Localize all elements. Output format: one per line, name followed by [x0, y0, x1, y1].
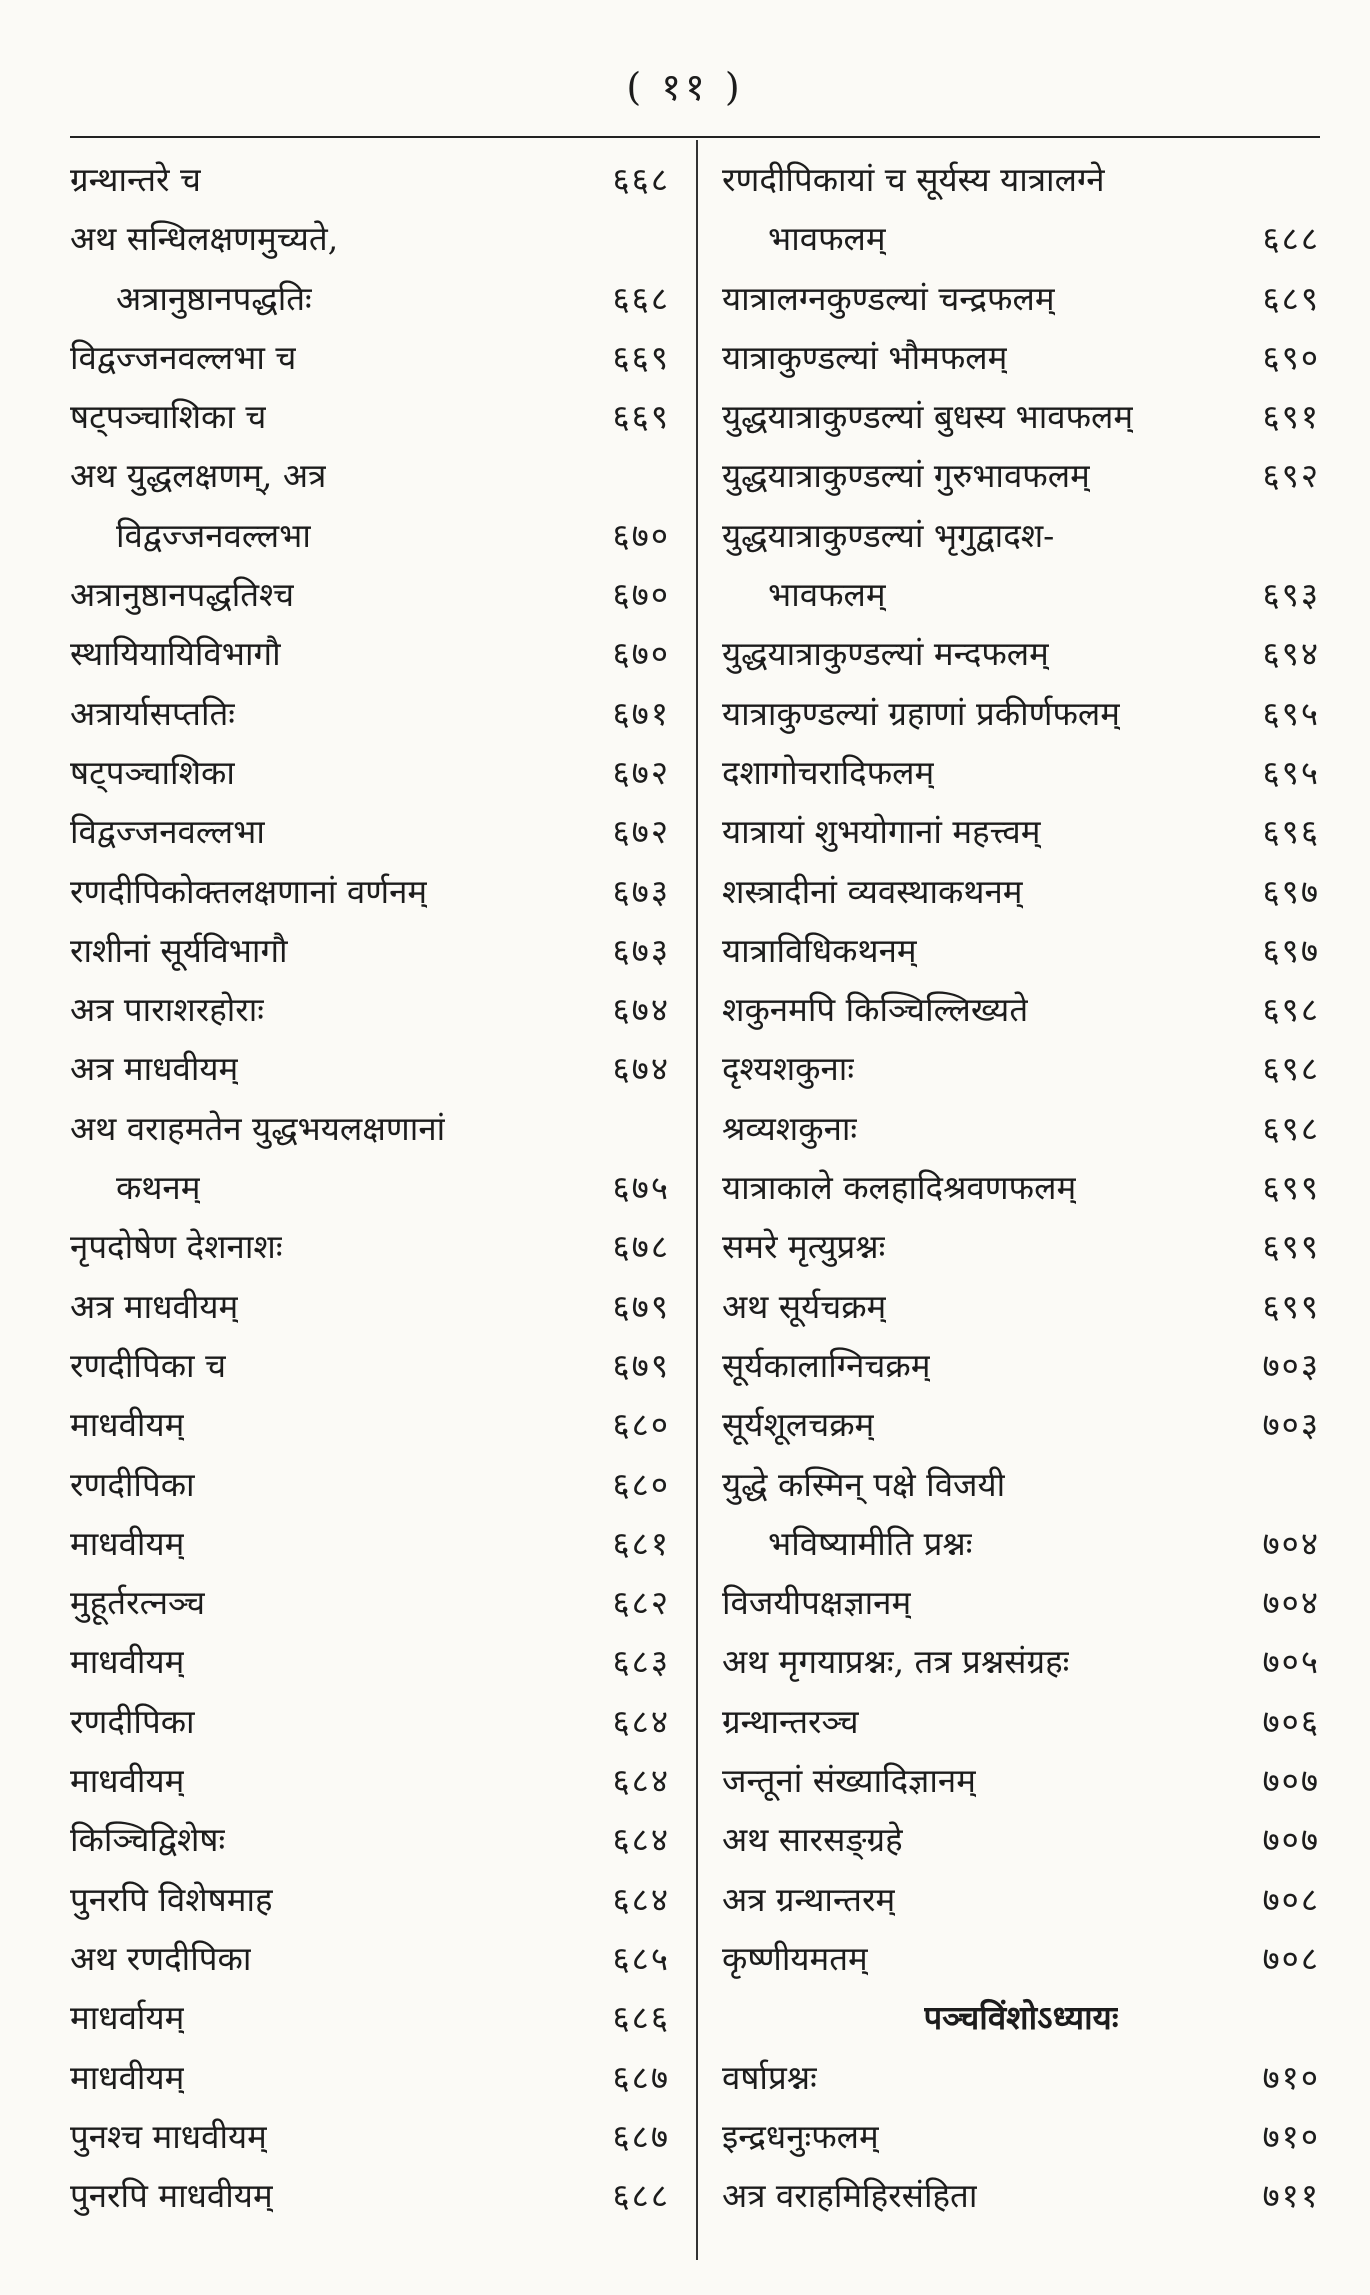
entry-title: शस्त्रादीनां व्यवस्थाकथनम् [722, 871, 1023, 911]
entry-page-number: ६७४ [612, 990, 670, 1030]
entry-title: दृश्यशकुनाः [722, 1049, 854, 1089]
entry-page-number: ६९९ [1262, 1286, 1320, 1326]
index-entry [722, 1870, 1320, 1929]
entry-title: कथनम् [116, 1168, 201, 1208]
index-entry [722, 624, 1320, 683]
chapter-heading [722, 1988, 1320, 2047]
entry-page-number: ६८८ [612, 2176, 670, 2216]
index-entry [70, 1277, 670, 1336]
entry-page-number: ६९३ [1262, 575, 1320, 615]
entry-page-number: ६७९ [612, 1345, 670, 1385]
entry-title: किञ्चिद्विशेषः [70, 1820, 226, 1860]
entry-title: अथ सारसङ्ग्रहे [722, 1820, 903, 1860]
entry-title: विद्वज्जनवल्लभा च [70, 337, 297, 377]
entry-title: यात्रायां शुभयोगानां महत्त्वम् [722, 812, 1041, 852]
right-column [722, 150, 1320, 2225]
index-entry [722, 1158, 1320, 1217]
entry-page-number: ६६९ [612, 397, 670, 437]
left-column [70, 150, 670, 2225]
index-entry [722, 1810, 1320, 1869]
index-entry [722, 862, 1320, 921]
index-entry [70, 862, 670, 921]
entry-title: माधवीयम् [70, 1523, 185, 1563]
entry-title: युद्धयात्राकुण्डल्यां भृगुद्वादश- [722, 515, 1055, 555]
index-entry [722, 2107, 1320, 2166]
entry-page-number: ६८४ [612, 1820, 670, 1860]
entry-page-number: ६७२ [612, 752, 670, 792]
index-entry [722, 1099, 1320, 1158]
entry-title: शकुनमपि किञ्चिल्लिख्यते [722, 990, 1029, 1030]
index-entry [722, 1751, 1320, 1810]
index-entry [70, 2048, 670, 2107]
entry-title: अत्र माधवीयम् [70, 1049, 239, 1089]
entry-title: माधवीयम् [70, 1761, 185, 1801]
entry-title: कृष्णीयमतम् [722, 1938, 868, 1978]
index-entry [722, 506, 1320, 565]
entry-page-number: ६९७ [1262, 871, 1320, 911]
index-entry [70, 446, 670, 505]
entry-title: अत्र ग्रन्थान्तरम् [722, 1879, 896, 1919]
entry-title: पुनरपि विशेषमाह [70, 1879, 273, 1919]
entry-title: अथ सन्धिलक्षणमुच्यते, [70, 219, 339, 259]
index-entry [70, 2107, 670, 2166]
entry-title: अथ रणदीपिका [70, 1938, 252, 1978]
index-entry [722, 2048, 1320, 2107]
index-entry [722, 446, 1320, 505]
entry-title: विद्वज्जनवल्लभा [116, 515, 311, 555]
index-entry [70, 1632, 670, 1691]
index-entry [722, 269, 1320, 328]
entry-title: रणदीपिकोक्तलक्षणानां वर्णनम् [70, 871, 428, 911]
entry-title: अथ सूर्यचक्रम् [722, 1286, 887, 1326]
index-entry [70, 1395, 670, 1454]
entry-page-number: ६९५ [1262, 693, 1320, 733]
index-entry [70, 1929, 670, 1988]
entry-page-number: ६९९ [1262, 1227, 1320, 1267]
index-entry [722, 743, 1320, 802]
index-entry [70, 1692, 670, 1751]
entry-title: माधवीयम् [70, 2057, 185, 2097]
entry-title: सूर्यशूलचक्रम् [722, 1405, 875, 1445]
entry-page-number: ६८४ [612, 1701, 670, 1741]
entry-page-number: ६९६ [1262, 812, 1320, 852]
entry-title: यात्राकुण्डल्यां ग्रहाणां प्रकीर्णफलम् [722, 693, 1121, 733]
entry-title: अत्र वराहमिहिरसंहिता [722, 2176, 978, 2216]
entry-page-number: ६७१ [612, 693, 670, 733]
index-entry [70, 980, 670, 1039]
index-entry [70, 1039, 670, 1098]
entry-page-number: ६८३ [612, 1642, 670, 1682]
entry-title: अथ वराहमतेन युद्धभयलक्षणानां [70, 1108, 446, 1148]
entry-title: दशागोचरादिफलम् [722, 752, 935, 792]
entry-page-number: ६६८ [612, 160, 670, 199]
index-entry [70, 565, 670, 624]
entry-page-number: ६८४ [612, 1761, 670, 1801]
index-entry [722, 328, 1320, 387]
entry-title: समरे मृत्युप्रश्नः [722, 1227, 886, 1267]
index-entry [70, 1751, 670, 1810]
entry-page-number: ६८७ [612, 2057, 670, 2097]
entry-page-number: ७०३ [1262, 1405, 1320, 1445]
entry-page-number: ६७८ [612, 1227, 670, 1267]
index-entry [722, 1277, 1320, 1336]
index-entry [722, 2166, 1320, 2225]
index-entry [722, 1455, 1320, 1514]
entry-title: युद्धयात्राकुण्डल्यां गुरुभावफलम् [722, 456, 1090, 496]
index-entry [722, 1039, 1320, 1098]
entry-page-number: ६८८ [1262, 219, 1320, 259]
index-entry [722, 565, 1320, 624]
entry-page-number: ६९९ [1262, 1168, 1320, 1208]
index-entry [722, 1336, 1320, 1395]
index-entry [722, 921, 1320, 980]
entry-title: भावफलम् [768, 575, 886, 615]
entry-page-number: ६९२ [1262, 456, 1320, 496]
index-entry [70, 1217, 670, 1276]
entry-page-number: ७०७ [1262, 1820, 1320, 1860]
entry-page-number: ६८७ [612, 2116, 670, 2156]
entry-title: ग्रन्थान्तरे च [70, 160, 201, 199]
entry-title: रणदीपिका च [70, 1345, 227, 1385]
entry-title: पञ्चविंशोऽध्यायः [923, 1998, 1119, 2038]
entry-title: राशीनां सूर्यविभागौ [70, 930, 288, 970]
entry-title: अथ युद्धलक्षणम्, अत्र [70, 456, 327, 496]
entry-page-number: ७०७ [1262, 1761, 1320, 1801]
entry-page-number: ७१० [1262, 2116, 1320, 2156]
entry-title: अत्र माधवीयम् [70, 1286, 239, 1326]
entry-page-number: ६८९ [1262, 278, 1320, 318]
entry-page-number: ७०३ [1262, 1345, 1320, 1385]
entry-page-number: ६९० [1262, 337, 1320, 377]
entry-title: अथ मृगयाप्रश्नः, तत्र प्रश्नसंग्रहः [722, 1642, 1070, 1682]
index-entry [722, 1217, 1320, 1276]
column-divider [696, 140, 698, 2260]
entry-title: विजयीपक्षज्ञानम् [722, 1583, 912, 1623]
entry-page-number: ६८२ [612, 1583, 670, 1623]
index-entry [70, 328, 670, 387]
index-entry [722, 150, 1320, 209]
index-entry [70, 269, 670, 328]
entry-title: यात्राकुण्डल्यां भौमफलम् [722, 337, 1008, 377]
index-entry [70, 1455, 670, 1514]
entry-page-number: ७०४ [1262, 1583, 1320, 1623]
index-entry [70, 387, 670, 446]
index-entry [70, 1514, 670, 1573]
entry-title: पुनरपि माधवीयम् [70, 2176, 273, 2216]
entry-page-number: ६९८ [1262, 1049, 1320, 1089]
page-number: ( ११ ) [626, 65, 744, 109]
index-entry [722, 209, 1320, 268]
index-entry [722, 684, 1320, 743]
entry-page-number: ६८० [612, 1464, 670, 1504]
entry-title: यात्राविधिकथनम् [722, 930, 917, 970]
entry-page-number: ६७२ [612, 812, 670, 852]
entry-page-number: ७०८ [1262, 1938, 1320, 1978]
index-entry [70, 743, 670, 802]
entry-title: अत्रानुष्ठानपद्धतिश्च [70, 575, 295, 615]
entry-title: सूर्यकालाग्निचक्रम् [722, 1345, 931, 1385]
entry-page-number: ६९८ [1262, 990, 1320, 1030]
entry-page-number: ६९८ [1262, 1108, 1320, 1148]
header-rule [70, 136, 1320, 138]
entry-title: भावफलम् [768, 219, 886, 259]
entry-page-number: ६७९ [612, 1286, 670, 1326]
index-entry [722, 1632, 1320, 1691]
entry-page-number: ६६८ [612, 278, 670, 318]
entry-page-number: ६८५ [612, 1938, 670, 1978]
index-entry [70, 684, 670, 743]
entry-title: युद्धयात्राकुण्डल्यां मन्दफलम् [722, 634, 1049, 674]
entry-title: जन्तूनां संख्यादिज्ञानम् [722, 1761, 976, 1801]
index-entry [722, 1929, 1320, 1988]
entry-title: विद्वज्जनवल्लभा [70, 812, 265, 852]
entry-title: यात्राकाले कलहादिश्रवणफलम् [722, 1168, 1077, 1208]
entry-page-number: ६९७ [1262, 930, 1320, 970]
index-entry [722, 1514, 1320, 1573]
entry-title: माधवीयम् [70, 1405, 185, 1445]
index-entry [70, 1099, 670, 1158]
entry-page-number: ७०५ [1262, 1642, 1320, 1682]
index-entry [722, 980, 1320, 1039]
entry-title: श्रव्यशकुनाः [722, 1108, 858, 1148]
entry-title: षट्पञ्चाशिका च [70, 397, 267, 437]
entry-title: ग्रन्थान्तरञ्च [722, 1701, 859, 1741]
index-entry [70, 1573, 670, 1632]
entry-title: अत्रार्यासप्ततिः [70, 693, 235, 733]
entry-title: वर्षाप्रश्नः [722, 2057, 817, 2097]
entry-title: यात्रालग्नकुण्डल्यां चन्द्रफलम् [722, 278, 1055, 318]
entry-title: रणदीपिका [70, 1701, 195, 1741]
index-entry [722, 1692, 1320, 1751]
entry-page-number: ६७३ [612, 930, 670, 970]
entry-page-number: ६९१ [1262, 397, 1320, 437]
entry-page-number: ६९५ [1262, 752, 1320, 792]
index-entry [70, 624, 670, 683]
entry-page-number: ६८४ [612, 1879, 670, 1919]
entry-page-number: ६८६ [612, 1998, 670, 2038]
entry-page-number: ६८१ [612, 1523, 670, 1563]
index-entry [722, 802, 1320, 861]
entry-page-number: ६७५ [612, 1168, 670, 1208]
index-entry [70, 150, 670, 209]
entry-title: भविष्यामीति प्रश्नः [768, 1523, 973, 1563]
entry-title: अत्र पाराशरहोराः [70, 990, 264, 1030]
entry-page-number: ६८० [612, 1405, 670, 1445]
entry-page-number: ७०६ [1262, 1701, 1320, 1741]
entry-title: माधर्वायम् [70, 1998, 185, 2038]
entry-page-number: ७१० [1262, 2057, 1320, 2097]
index-entry [70, 2166, 670, 2225]
entry-page-number: ६९४ [1262, 634, 1320, 674]
entry-page-number: ७०८ [1262, 1879, 1320, 1919]
entry-page-number: ६७४ [612, 1049, 670, 1089]
entry-title: युद्धयात्राकुण्डल्यां बुधस्य भावफलम् [722, 397, 1134, 437]
entry-page-number: ७११ [1262, 2176, 1320, 2216]
entry-title: रणदीपिका [70, 1464, 195, 1504]
entry-title: षट्पञ्चाशिका [70, 752, 235, 792]
index-entry [70, 1336, 670, 1395]
entry-page-number: ६७० [612, 634, 670, 674]
entry-title: मुहूर्तरत्नञ्च [70, 1583, 206, 1623]
entry-title: युद्धे कस्मिन् पक्षे विजयी [722, 1464, 1006, 1504]
entry-title: स्थायियायिविभागौ [70, 634, 281, 674]
entry-title: माधवीयम् [70, 1642, 185, 1682]
entry-page-number: ६७० [612, 575, 670, 615]
entry-title: नृपदोषेण देशनाशः [70, 1227, 283, 1267]
index-entry [722, 387, 1320, 446]
entry-title: रणदीपिकायां च सूर्यस्य यात्रालग्ने [722, 160, 1105, 199]
index-entry [70, 1810, 670, 1869]
index-entry [722, 1573, 1320, 1632]
index-entry [70, 1158, 670, 1217]
index-entry [70, 209, 670, 268]
entry-title: अत्रानुष्ठानपद्धतिः [116, 278, 312, 318]
entry-page-number: ७०४ [1262, 1523, 1320, 1563]
index-entry [70, 921, 670, 980]
entry-page-number: ६६९ [612, 337, 670, 377]
entry-title: पुनश्च माधवीयम् [70, 2116, 267, 2156]
index-entry [70, 1870, 670, 1929]
index-entry [70, 802, 670, 861]
entry-title: इन्द्रधनुःफलम् [722, 2116, 879, 2156]
index-entry [70, 1988, 670, 2047]
index-entry [70, 506, 670, 565]
entry-page-number: ६७० [612, 515, 670, 555]
index-entry [722, 1395, 1320, 1454]
entry-page-number: ६७३ [612, 871, 670, 911]
